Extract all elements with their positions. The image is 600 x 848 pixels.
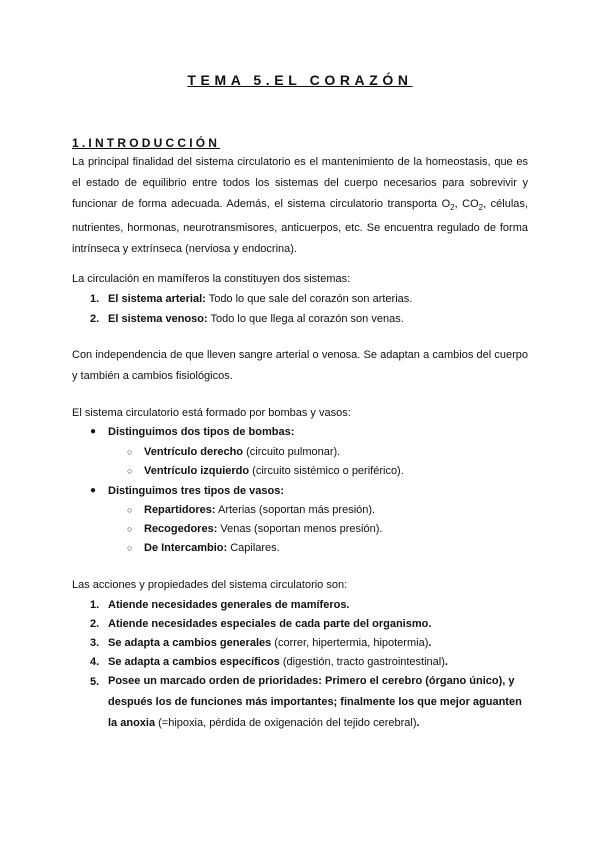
- list-item: El sistema venoso: Todo lo que llega al corazón son venas.: [108, 313, 404, 325]
- formed-by-text: El sistema circulatorio está formado por bombas y vasos:: [72, 407, 351, 419]
- list-number: 4.: [90, 656, 100, 668]
- actions-intro: Las acciones y propiedades del sistema circulatorio son:: [72, 579, 348, 591]
- list-number: 5.: [90, 676, 100, 688]
- sub-bullet-icon: ○: [127, 466, 133, 476]
- list-item: Posee un marcado orden de prioridades: Primero el cerebro (órgano único), y después los de funciones más importantes; finalmente los que mejor aguanten la anoxia (=hipoxia, pérdida de oxigenación del tejido cerebral).: [108, 675, 522, 729]
- document-title: TEMA 5.EL CORAZÓN: [187, 72, 413, 88]
- pumps-heading: Distinguimos dos tipos de bombas:: [108, 426, 295, 438]
- list-item: Ventrículo izquierdo (circuito sistémico o periférico).: [144, 465, 404, 477]
- sub-bullet-icon: ○: [127, 543, 133, 553]
- list-item: Atiende necesidades generales de mamíferos.: [108, 599, 350, 611]
- list-item: Atiende necesidades especiales de cada parte del organismo.: [108, 618, 432, 630]
- list-item: El sistema arterial: Todo lo que sale del corazón son arterias.: [108, 293, 413, 305]
- bullet-icon: ●: [90, 426, 97, 437]
- list-number: 1.: [90, 293, 100, 305]
- list-item: Repartidores: Arterias (soportan más presión).: [144, 504, 376, 516]
- section-heading-introduccion: 1.INTRODUCCIÓN: [72, 136, 221, 150]
- intro-paragraph: La principal finalidad del sistema circulatorio es el mantenimiento de la homeostasis, que es el estado de equilibrio entre todos los sistemas del cuerpo necesarios para sobrevivir y funcionar de forma adecuada. Además, el sistema circulatorio transporta $O_2$, $CO_2$, células, nutrientes, hormonas, neurotransmisores, anticuerpos, etc. Se encuentra regulado de forma intrínseca y extrínseca (nerviosa y endocrina).: [72, 156, 528, 256]
- list-number: 1.: [90, 599, 100, 611]
- sub-bullet-icon: ○: [127, 524, 133, 534]
- circulation-intro: La circulación en mamíferos la constituyen dos sistemas:: [72, 273, 351, 285]
- list-number: 2.: [90, 313, 100, 325]
- sub-bullet-icon: ○: [127, 447, 133, 457]
- list-item: Se adapta a cambios específicos (digestión, tracto gastrointestinal).: [108, 656, 448, 668]
- bullet-icon: ●: [90, 485, 97, 496]
- list-item: Se adapta a cambios generales (correr, hipertermia, hipotermia).: [108, 637, 432, 649]
- sub-bullet-icon: ○: [127, 505, 133, 515]
- independence-paragraph: Con independencia de que lleven sangre arterial o venosa. Se adaptan a cambios del cuerpo y también a cambios fisiológicos.: [72, 349, 528, 382]
- list-number: 2.: [90, 618, 100, 630]
- list-item: De Intercambio: Capilares.: [144, 542, 280, 554]
- list-item: Ventrículo derecho (circuito pulmonar).: [144, 446, 341, 458]
- list-number: 3.: [90, 637, 100, 649]
- vessels-heading: Distinguimos tres tipos de vasos:: [108, 485, 285, 497]
- list-item: Recogedores: Venas (soportan menos presión).: [144, 523, 383, 535]
